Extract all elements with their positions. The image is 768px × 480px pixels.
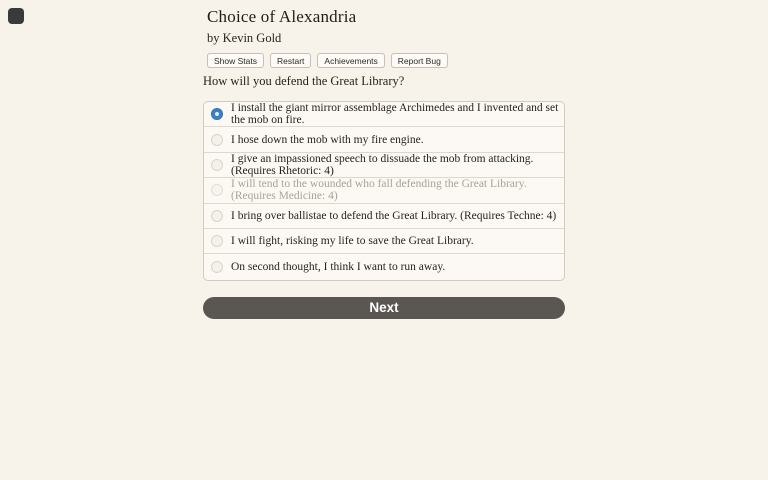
choice-option[interactable] (204, 127, 564, 152)
report-bug-button[interactable]: Report Bug (391, 53, 448, 68)
radio-unselected-icon[interactable] (211, 235, 223, 247)
question-text: How will you defend the Great Library? (203, 74, 405, 88)
content-column (203, 0, 565, 319)
choice-label: I will fight, risking my life to save the Great Library. (231, 235, 474, 248)
author-byline: by Kevin Gold (207, 31, 282, 45)
choice-option[interactable] (204, 102, 564, 127)
choice-label: I will tend to the wounded who fall defending the Great Library. (Requires Medicine: 4) (231, 178, 527, 203)
achievements-button[interactable]: Achievements (317, 53, 384, 68)
choice-option[interactable] (204, 204, 564, 229)
radio-unselected-icon[interactable] (211, 134, 223, 146)
choice-label: I hose down the mob with my fire engine. (231, 133, 424, 146)
next-button[interactable]: Next (203, 297, 565, 319)
choice-label: On second thought, I think I want to run away. (231, 261, 446, 274)
choice-option (204, 178, 564, 203)
choice-label: I install the giant mirror assemblage Archimedes and I invented and set the mob on fire. (231, 102, 559, 127)
page-title: Choice of Alexandria (207, 7, 357, 26)
radio-unselected-icon (211, 184, 223, 196)
restart-button[interactable]: Restart (270, 53, 311, 68)
radio-unselected-icon[interactable] (211, 261, 223, 273)
choice-option[interactable] (204, 153, 564, 178)
choice-list (203, 101, 565, 281)
choice-option[interactable] (204, 229, 564, 254)
toolbar (207, 53, 565, 68)
show-stats-button[interactable]: Show Stats (207, 53, 264, 68)
radio-unselected-icon[interactable] (211, 159, 223, 171)
choice-label: I bring over ballistae to defend the Great Library. (Requires Techne: 4) (231, 209, 557, 222)
choice-label: I give an impassioned speech to dissuade the mob from attacking. (Requires Rhetoric: 4) (231, 152, 534, 177)
menu-icon[interactable] (8, 8, 24, 24)
radio-selected-icon[interactable] (211, 108, 223, 120)
choice-option[interactable] (204, 254, 564, 279)
radio-unselected-icon[interactable] (211, 210, 223, 222)
